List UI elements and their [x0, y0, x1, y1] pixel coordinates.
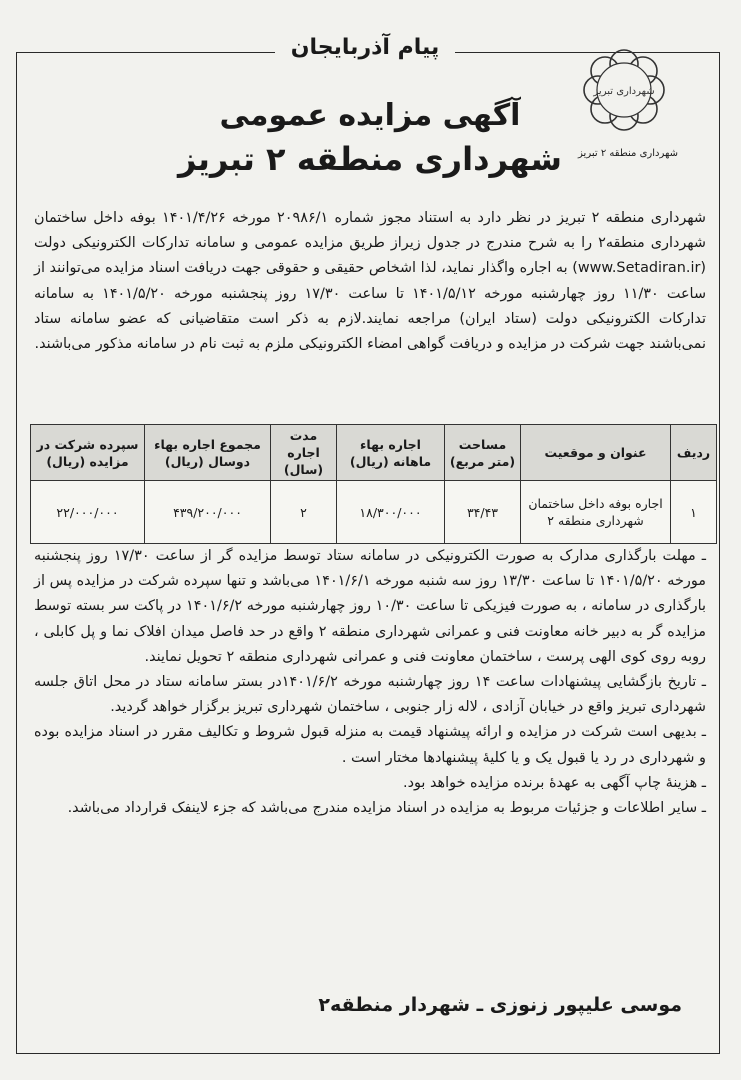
cell-row-number: ۱	[671, 481, 717, 544]
header-title-location: عنوان و موقعیت	[521, 425, 671, 481]
table-header-row	[31, 425, 717, 481]
intro-paragraph: شهرداری منطقه ۲ تبریز در نظر دارد به استناد مجوز شماره ۲۰۹۸۶/۱ مورخه ۱۴۰۱/۴/۲۶ بوفه داخل ساختمان شهرداری منطقه۲ را به شرح مندرج در جدول زیراز طریق مزایده عمومی و سامانه تدارکات الکترونیکی دولت (www.Setadiran.ir) به اجاره واگذار نماید، لذا اشخاص حقیقی و حقوقی جهت دریافت اسناد مزایده می‌توانند از ساعت ۱۱/۳۰ روز چهارشنبه مورخه ۱۴۰۱/۵/۱۲ تا ساعت ۱۷/۳۰ روز پنجشنبه مورخه ۱۴۰۱/۵/۲۰ به سامانه تدارکات الکترونیکی دولت (ستاد ایران) مراجعه نمایند.لازم به ذکر است متقاضیانی که عضو سامانه ستاد نمی‌باشند جهت شرکت در مزایده و دریافت گواهی امضاء الکترونیکی ملزم به ثبت نام در سامانه مذکور می‌باشند.	[34, 210, 706, 353]
header-monthly-rent: اجاره بهاء ماهانه (ریال)	[337, 425, 445, 481]
term-item: ـ مهلت بارگذاری مدارک به صورت الکترونیکی در سامانه ستاد توسط مزایده گر از ساعت ۱۷/۳۰ روز پنجشنبه مورخه ۱۴۰۱/۵/۲۰ تا ساعت ۱۳/۳۰ روز سه شنبه مورخه ۱۴۰۱/۶/۱ می‌باشد و تنها سپرده شرکت در مزایده پس از بارگذاری در سامانه ، به صورت فیزیکی تا ساعت ۱۰/۳۰ روز چهارشنبه مورخه ۱۴۰۱/۶/۲ در پاکت سر بسته توسط مزایده گر به دبیر خانه معاونت فنی و عمرانی شهرداری منطقه ۲ واقع در حد فاصل میدان افلاک نما و پل کابلی ، روبه روی کوی الهی پرست ، ساختمان معاونت فنی و عمرانی شهرداری منطقه ۲ تحویل نمایند.	[34, 548, 707, 665]
terms-list	[34, 544, 706, 821]
cell-lease-term: ۲	[271, 481, 337, 544]
cell-area: ۳۴/۴۳	[445, 481, 521, 544]
term-item: ـ هزینهٔ چاپ آگهی به عهدهٔ برنده مزایده خواهد بود.	[403, 774, 706, 791]
term-item: ـ بدیهی است شرکت در مزایده و ارائه پیشنهاد قیمت به منزله قبول شروط و تکالیف مقرر در اسناد مزایده بوده و شهرداری در رد یا قبول یک و یا کلیهٔ پیشنهادها مختار است .	[34, 724, 706, 766]
header-row-number: ردیف	[671, 425, 717, 481]
cell-total-rent: ۴۳۹/۲۰۰/۰۰۰	[145, 481, 271, 544]
header-deposit: سپرده شرکت در مزایده (ریال)	[31, 425, 145, 481]
header-area: مساحت (متر مربع)	[445, 425, 521, 481]
cell-title-location: اجاره بوفه داخل ساختمان شهرداری منطقه ۲	[521, 481, 671, 544]
cell-monthly-rent: ۱۸/۳۰۰/۰۰۰	[337, 481, 445, 544]
header-total-rent: مجموع اجاره بهاء دوسال (ریال)	[145, 425, 271, 481]
term-item: ـ تاریخ بازگشایی پیشنهادات ساعت ۱۴ روز چهارشنبه مورخه ۱۴۰۱/۶/۲در بستر سامانه ستاد در محل اتاق جلسه شهرداری تبریز واقع در خیابان آزادی ، لاله زار جنوبی ، ساختمان شهرداری تبریز برگزار خواهد گردید.	[34, 674, 706, 716]
table-row	[31, 481, 717, 544]
logo-text: شهرداری تبریز	[593, 86, 655, 97]
cell-deposit: ۲۲/۰۰۰/۰۰۰	[31, 481, 145, 544]
newspaper-name: پیام آذربایجان	[275, 30, 455, 66]
logo-caption: شهرداری منطقه ۲ تبریز	[578, 148, 678, 159]
term-item: ـ سایر اطلاعات و جزئیات مربوط به مزایده در اسناد مزایده مندرج می‌باشد که جزء لاینفک قرارداد می‌باشد.	[67, 800, 706, 817]
ad-subtitle: شهرداری منطقه ۲ تبریز	[178, 140, 562, 178]
ad-title: آگهی مزایده عمومی	[219, 98, 521, 133]
header-lease-term: مدت اجاره (سال)	[271, 425, 337, 481]
mayor-signature: موسی علیپور زنوزی ـ شهردار منطقه۲	[318, 994, 682, 1016]
auction-table	[30, 424, 717, 544]
